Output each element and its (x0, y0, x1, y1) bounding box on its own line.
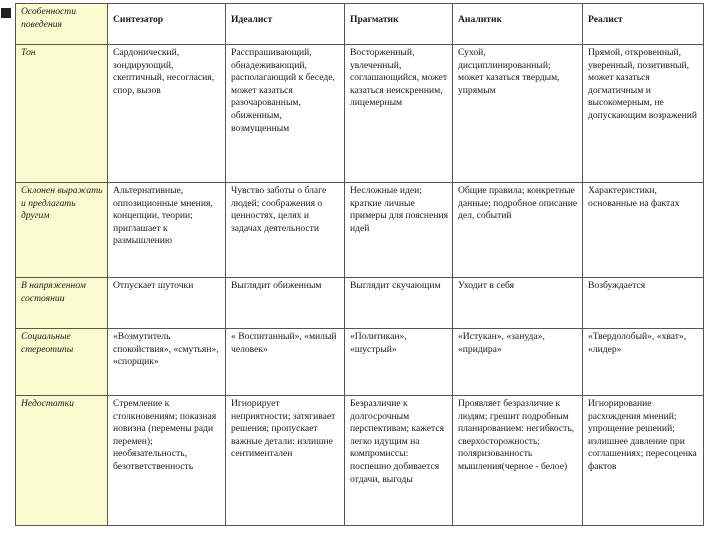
table-cell: Расспрашивающий, обнадеживающий, располагающий к беседе, может казаться разочарованным, обиженным, возмущенным (226, 45, 345, 183)
table-cell: Безразличие к долгосрочным перспективам; кажется легко идущим на компромиссы: поспешно добивается отдачи, выгоды (345, 396, 453, 526)
table-cell: Характеристики, основанные на фактах (583, 183, 704, 278)
table-cell: Прямой, откровенный, уверенный, позитивный, может казаться догматичным и высокомерным, не допускающим возражений (583, 45, 704, 183)
header-cell-features: Особенности поведения (16, 4, 108, 45)
table-cell: Уходит в себя (453, 278, 583, 329)
table-cell: Возбуждается (583, 278, 704, 329)
table-row (16, 278, 704, 329)
table-cell: Общие правила; конкретные данные; подробное описание дел, событий (453, 183, 583, 278)
table-cell: «Твердолобый», «хват», «лидер» (583, 329, 704, 396)
row-label: Социальные стереотипы (16, 329, 108, 396)
row-label: В напряженном состоянии (16, 278, 108, 329)
header-row (16, 4, 704, 45)
table-cell: Проявляет безразличие к людям; грешит подробным планированием: негибкость, сверхосторожность; поляризованность мышления(черное - белое) (453, 396, 583, 526)
bullet-marker (1, 8, 11, 18)
row-label: Склонен выражать и предлагать другим (16, 183, 108, 278)
header-cell-synthesizer: Синтезатор (108, 4, 226, 45)
table-cell: «Истукан», «зануда», «придира» (453, 329, 583, 396)
table-row (16, 329, 704, 396)
table-cell: Игнорирование расхождения мнений; упрощение решений; излишнее давление при соглашениях; пересоценка фактов (583, 396, 704, 526)
table-cell: Стремление к столкновениям; показная новизна (перемены ради перемен); необязательность, безответственность (108, 396, 226, 526)
table-row (16, 45, 704, 183)
table-cell: Игнорирует неприятности; затягивает решения; пропускает важные детали: излишне сентиментален (226, 396, 345, 526)
table-cell: Сухой, дисциплинированный; может казаться твердым, упрямым (453, 45, 583, 183)
table-cell: « Воспитанный», «милый человек» (226, 329, 345, 396)
table-cell: Отпускает шуточки (108, 278, 226, 329)
table-cell: Выглядит обиженным (226, 278, 345, 329)
table-cell: Альтернативные, оппозиционные мнения, концепции, теории; приглашает к размышлению (108, 183, 226, 278)
table-cell: Несложные идеи; краткие личные примеры для пояснения идей (345, 183, 453, 278)
header-cell-pragmatist: Прагматик (345, 4, 453, 45)
row-label: Тон (16, 45, 108, 183)
table-row (16, 396, 704, 526)
header-cell-realist: Реалист (583, 4, 704, 45)
table-cell: Выглядит скучающим (345, 278, 453, 329)
table-cell: «Политикан», «шустрый» (345, 329, 453, 396)
table-cell: Чувство заботы о благе людей; соображения о ценностях, целях и задачах деятельности (226, 183, 345, 278)
header-cell-analyst: Аналитик (453, 4, 583, 45)
table-cell: Восторженный, увлеченный, соглашающийся, может казаться неискренним, лицемерным (345, 45, 453, 183)
behavior-table (15, 3, 704, 526)
row-label: Недостатки (16, 396, 108, 526)
table-cell: «Возмутитель спокойствия», «смутьян», «спорщик» (108, 329, 226, 396)
header-cell-idealist: Идеалист (226, 4, 345, 45)
table-row (16, 183, 704, 278)
table-cell: Сардонический, зондирующий, скептичный, несогласия, спор, вызов (108, 45, 226, 183)
